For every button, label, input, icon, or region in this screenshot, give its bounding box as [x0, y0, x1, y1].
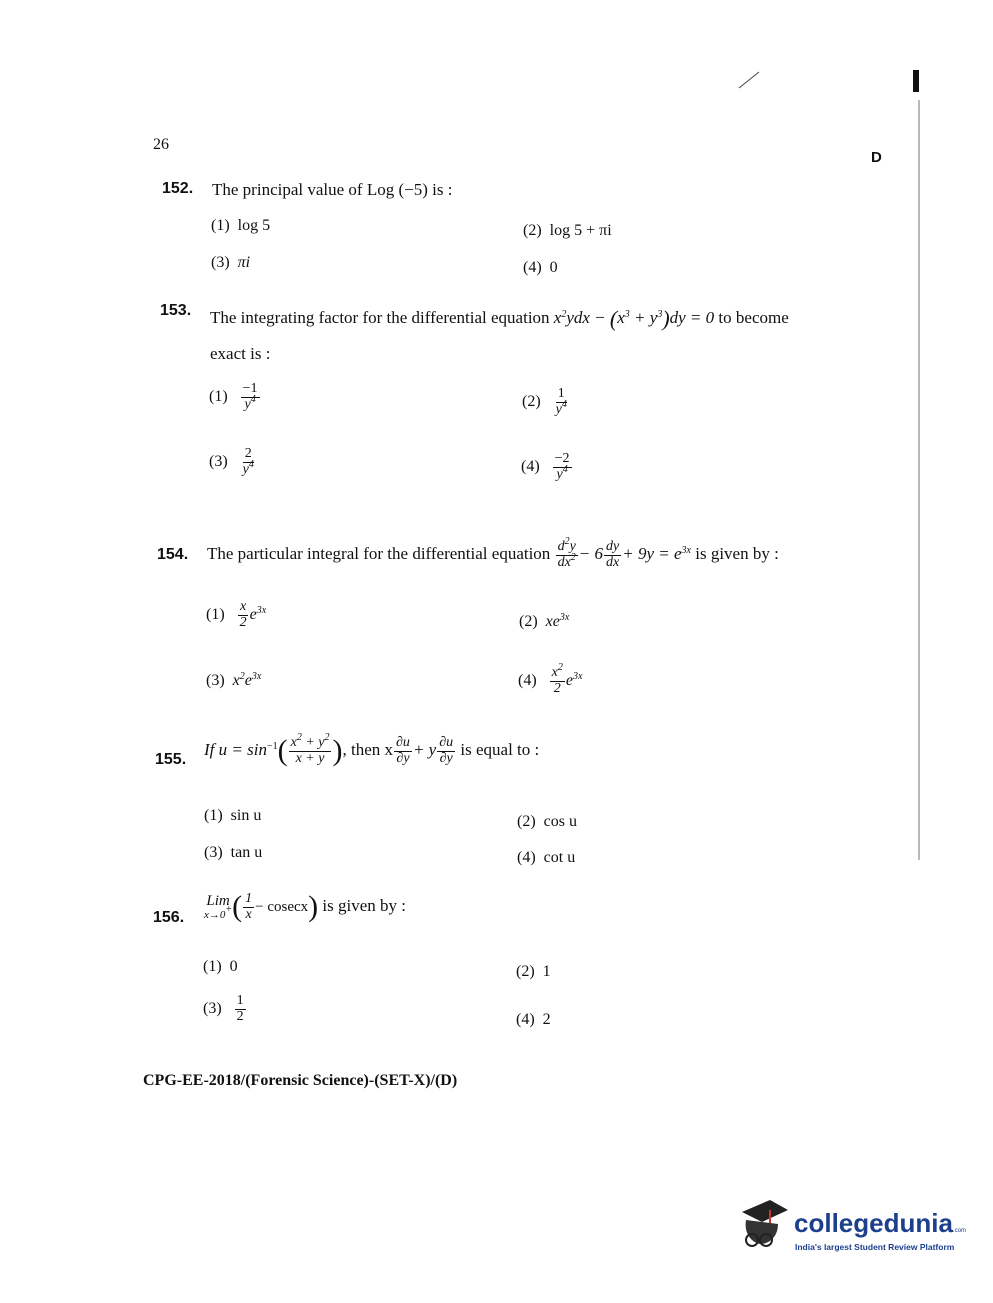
option-2: (2) $xe^{3x}$	[519, 612, 570, 630]
option-2: (2) $\frac{1}{y^4}$	[522, 386, 567, 417]
equation: $x^2ydx - (x^3 + y^3)dy = 0$	[553, 306, 715, 332]
option-4: (4) 0	[523, 259, 558, 276]
question-number: 156.	[153, 909, 185, 926]
paper-code-footer: CPG-EE-2018/(Forensic Science)-(SET-X)/(D)	[143, 1072, 458, 1089]
question-number: 153.	[160, 302, 192, 319]
option-1: (1) log 5	[211, 217, 271, 234]
question-text: The principal value of Log (−5) is :	[212, 180, 453, 199]
question-number: 152.	[162, 180, 194, 197]
graduate-mascot-icon	[736, 1198, 792, 1256]
scan-edge-line	[918, 100, 920, 860]
option-3: (3) $\frac{2}{y^4}$	[209, 446, 254, 477]
option-2: (2) cos u	[517, 813, 577, 830]
question-text: If $u = \sin^{-1}$( $\frac{x^2 + y^2}{x + y}$ ), then x $\frac{\partial u}{\partial y}$ + y $\frac{\partial u}{\partial y}$ is equal to :	[204, 732, 540, 768]
question-text-line2: exact is :	[210, 344, 271, 363]
scan-mark-icon	[735, 68, 765, 92]
option-3: (3) tan u	[204, 844, 263, 861]
option-3: (3) $\frac{1}{2}$	[203, 993, 244, 1024]
limit-operator: Lim x→0+	[204, 892, 233, 922]
question-text: The particular integral for the differential equation $\frac{d^2y}{dx^2}$ − 6 $\frac{dy}{dx}$ + $9y = e^{3x}$ is given by :	[207, 536, 779, 570]
option-4: (4) cot u	[517, 849, 576, 866]
question-number: 155.	[155, 751, 187, 768]
option-3: (3) πi	[211, 254, 251, 271]
question-text: The integrating factor for the differential equation $x^2ydx - (x^3 + y^3)dy = 0$ to become	[210, 306, 789, 332]
option-4: (4) 2	[516, 1011, 551, 1028]
option-3: (3) $x^2e^{3x}$	[206, 671, 262, 689]
page-number: 26	[153, 136, 169, 153]
option-1: (1) $\frac{-1}{y^4}$	[209, 381, 258, 412]
equation: $\frac{d^2y}{dx^2}$ − 6 $\frac{dy}{dx}$ + $9y = e^{3x}$	[557, 536, 691, 570]
option-2: (2) 1	[516, 963, 551, 980]
option-1: (1) sin u	[204, 807, 262, 824]
option-4: (4) $\frac{-2}{y^4}$	[521, 451, 570, 482]
scan-edge-mark	[913, 70, 919, 92]
option-4: (4) $\frac{x^2}{2}$ $e^{3x}$	[518, 662, 583, 696]
set-letter: D	[871, 149, 882, 166]
question-text: Lim x→0+ ( $\frac{1}{x}$ − cosecx) is given by :	[204, 890, 407, 924]
option-1: (1) 0	[203, 958, 238, 975]
question-number: 154.	[157, 546, 189, 563]
option-2: (2) log 5 + πi	[523, 222, 612, 239]
option-1: (1) $\frac{x}{2}$ $e^{3x}$	[206, 599, 267, 630]
